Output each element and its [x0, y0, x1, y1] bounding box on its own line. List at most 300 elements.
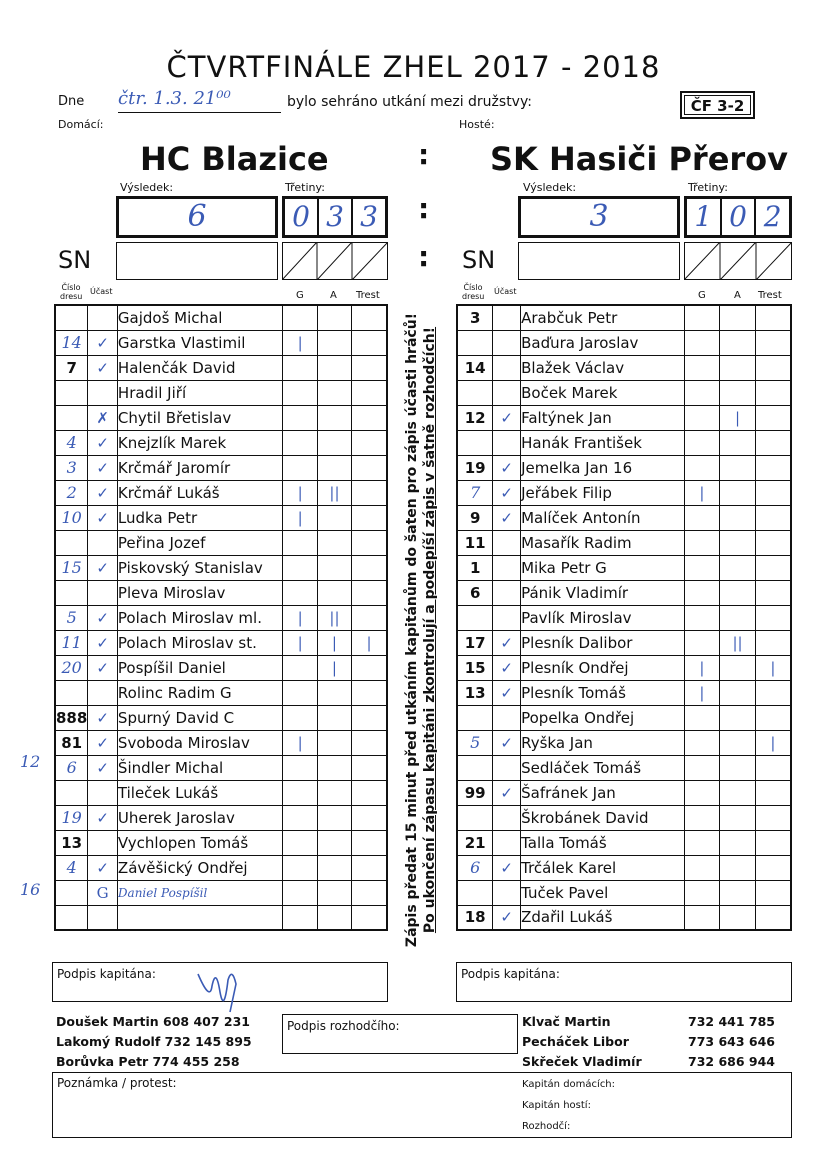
- player-penalty: [352, 405, 387, 430]
- player-penalty: [755, 780, 791, 805]
- player-number: 7: [55, 355, 88, 380]
- player-penalty: |: [755, 730, 791, 755]
- player-number: [55, 405, 88, 430]
- home-roster-table: [54, 304, 388, 931]
- player-goals: [283, 830, 317, 855]
- note-label: Poznámka / protest:: [57, 1076, 177, 1090]
- player-goals: |: [684, 480, 720, 505]
- player-attendance: [493, 880, 521, 905]
- player-penalty: |: [755, 655, 791, 680]
- player-goals: [283, 530, 317, 555]
- home-team-name: HC Blazice: [140, 140, 329, 178]
- player-attendance: ✓: [88, 505, 118, 530]
- guest-player-row: [457, 480, 791, 505]
- home-player-row: [55, 705, 387, 730]
- guest-player-row: [457, 355, 791, 380]
- player-attendance: G: [88, 880, 118, 905]
- player-goals: [684, 805, 720, 830]
- player-number: 9: [457, 505, 493, 530]
- player-assists: [317, 355, 351, 380]
- player-name: Popelka Ondřej: [521, 705, 685, 730]
- player-name: Plesník Ondřej: [521, 655, 685, 680]
- player-attendance: [88, 905, 118, 930]
- player-attendance: [493, 805, 521, 830]
- player-assists: [317, 780, 351, 805]
- player-attendance: ✓: [88, 755, 118, 780]
- guest-player-row: [457, 430, 791, 455]
- player-goals: [684, 555, 720, 580]
- player-goals: [283, 355, 317, 380]
- player-attendance: ✓: [88, 455, 118, 480]
- home-col-g: G: [296, 290, 304, 301]
- player-assists: [317, 330, 351, 355]
- player-name: Polach Miroslav ml.: [117, 605, 283, 630]
- player-goals: [684, 505, 720, 530]
- player-number: 14: [55, 330, 88, 355]
- player-assists: [720, 805, 756, 830]
- player-number: 12: [457, 405, 493, 430]
- player-number: 21: [457, 830, 493, 855]
- guest-period-2: 0: [722, 199, 757, 235]
- dne-label: Dne: [58, 94, 85, 109]
- player-penalty: [352, 755, 387, 780]
- player-name: Chytil Břetislav: [117, 405, 283, 430]
- player-name: Polach Miroslav st.: [117, 630, 283, 655]
- guest-player-row: [457, 655, 791, 680]
- player-number: [457, 705, 493, 730]
- player-number: 6: [457, 580, 493, 605]
- player-goals: [684, 605, 720, 630]
- played-text: bylo sehráno utkání mezi družstvy:: [287, 94, 532, 110]
- player-name: Peřina Jozef: [117, 530, 283, 555]
- home-player-row: [55, 905, 387, 930]
- player-attendance: ✓: [88, 705, 118, 730]
- player-assists: [720, 330, 756, 355]
- player-goals: [283, 305, 317, 330]
- referee-sign-box: [282, 1014, 518, 1054]
- player-name: Gajdoš Michal: [117, 305, 283, 330]
- player-number: 13: [55, 830, 88, 855]
- player-assists: [317, 580, 351, 605]
- player-assists: [720, 455, 756, 480]
- player-number: [55, 905, 88, 930]
- player-attendance: ✓: [493, 655, 521, 680]
- player-penalty: [352, 330, 387, 355]
- player-assists: [720, 580, 756, 605]
- player-goals: |: [684, 680, 720, 705]
- player-penalty: [755, 305, 791, 330]
- player-attendance: [493, 705, 521, 730]
- player-assists: [720, 505, 756, 530]
- guest-player-row: [457, 605, 791, 630]
- player-goals: [283, 805, 317, 830]
- player-penalty: [755, 805, 791, 830]
- player-penalty: [755, 555, 791, 580]
- colon-sn: :: [418, 240, 430, 273]
- home-player-row: [55, 430, 387, 455]
- player-attendance: [493, 380, 521, 405]
- player-attendance: [88, 305, 118, 330]
- player-penalty: [755, 505, 791, 530]
- player-goals: [684, 905, 720, 930]
- player-number: 6: [457, 855, 493, 880]
- player-name: Plesník Dalibor: [521, 630, 685, 655]
- player-assists: [317, 830, 351, 855]
- player-penalty: [352, 830, 387, 855]
- player-name: Škrobánek David: [521, 805, 685, 830]
- player-penalty: [755, 905, 791, 930]
- player-assists: |: [720, 405, 756, 430]
- player-assists: [317, 730, 351, 755]
- player-assists: [720, 880, 756, 905]
- player-name: Vychlopen Tomáš: [117, 830, 283, 855]
- player-number: [457, 605, 493, 630]
- right-contacts: [522, 1012, 642, 1072]
- player-assists: [317, 530, 351, 555]
- player-penalty: [352, 855, 387, 880]
- home-player-row: [55, 405, 387, 430]
- home-player-row: [55, 805, 387, 830]
- player-penalty: [755, 830, 791, 855]
- home-sn-box: [116, 242, 278, 280]
- home-side-note-1: 12: [20, 752, 41, 771]
- right-phone-3: 732 686 944: [688, 1054, 775, 1069]
- guest-period-1: 1: [687, 199, 722, 235]
- guest-periods-box: [684, 196, 792, 238]
- player-goals: [684, 780, 720, 805]
- player-attendance: ✓: [493, 905, 521, 930]
- home-score: 6: [187, 199, 207, 234]
- player-attendance: ✓: [493, 730, 521, 755]
- player-assists: ||: [720, 630, 756, 655]
- player-number: 15: [55, 555, 88, 580]
- player-attendance: ✓: [493, 680, 521, 705]
- player-penalty: [352, 530, 387, 555]
- home-period-1: 0: [285, 199, 319, 235]
- player-penalty: [352, 655, 387, 680]
- player-number: [55, 880, 88, 905]
- player-attendance: ✓: [88, 605, 118, 630]
- player-number: 17: [457, 630, 493, 655]
- colon: :: [418, 138, 430, 171]
- player-goals: [684, 380, 720, 405]
- player-number: 99: [457, 780, 493, 805]
- player-number: 6: [55, 755, 88, 780]
- player-assists: [720, 430, 756, 455]
- player-attendance: [493, 755, 521, 780]
- home-periods-box: [282, 196, 388, 238]
- home-sn-slashes: [282, 242, 388, 280]
- player-assists: [720, 605, 756, 630]
- player-attendance: ✓: [88, 805, 118, 830]
- home-player-row: [55, 730, 387, 755]
- player-attendance: ✓: [493, 630, 521, 655]
- player-attendance: ✓: [88, 630, 118, 655]
- player-penalty: [352, 730, 387, 755]
- player-name: Jeřábek Filip: [521, 480, 685, 505]
- dne-value: čtr. 1.3. 21⁰⁰: [118, 88, 231, 109]
- player-name: Daniel Pospíšil: [117, 880, 283, 905]
- right-contact-2: Pecháček Libor: [522, 1034, 629, 1049]
- dne-underline: [118, 112, 281, 113]
- player-goals: [283, 380, 317, 405]
- player-assists: [317, 805, 351, 830]
- player-goals: |: [283, 630, 317, 655]
- home-player-row: [55, 630, 387, 655]
- player-penalty: [755, 755, 791, 780]
- player-penalty: [352, 355, 387, 380]
- player-goals: [684, 355, 720, 380]
- player-name: Mika Petr G: [521, 555, 685, 580]
- player-goals: [283, 430, 317, 455]
- player-number: 20: [55, 655, 88, 680]
- player-penalty: [755, 430, 791, 455]
- player-assists: [317, 705, 351, 730]
- player-penalty: [755, 405, 791, 430]
- home-player-row: [55, 680, 387, 705]
- player-number: 13: [457, 680, 493, 705]
- player-name: [117, 905, 283, 930]
- guest-player-row: [457, 755, 791, 780]
- player-goals: [684, 580, 720, 605]
- player-assists: [720, 855, 756, 880]
- player-name: Pavlík Miroslav: [521, 605, 685, 630]
- right-phones: [688, 1012, 775, 1072]
- player-penalty: [755, 605, 791, 630]
- guest-player-row: [457, 530, 791, 555]
- player-number: 2: [55, 480, 88, 505]
- player-attendance: [88, 830, 118, 855]
- guest-player-row: [457, 405, 791, 430]
- player-penalty: [755, 705, 791, 730]
- player-penalty: [352, 580, 387, 605]
- guest-player-row: [457, 380, 791, 405]
- player-penalty: [755, 680, 791, 705]
- guest-player-row: [457, 305, 791, 330]
- player-attendance: [88, 580, 118, 605]
- player-goals: [283, 580, 317, 605]
- home-player-row: [55, 580, 387, 605]
- player-number: [55, 305, 88, 330]
- player-penalty: [352, 480, 387, 505]
- guest-sn-label: SN: [462, 246, 496, 274]
- guest-player-row: [457, 455, 791, 480]
- player-penalty: [755, 455, 791, 480]
- guest-captain-label: Podpis kapitána:: [461, 967, 560, 981]
- player-goals: |: [283, 605, 317, 630]
- player-penalty: [755, 355, 791, 380]
- player-name: Zdařil Lukáš: [521, 905, 685, 930]
- player-attendance: ✓: [493, 405, 521, 430]
- player-number: 5: [55, 605, 88, 630]
- player-number: 18: [457, 905, 493, 930]
- player-number: [457, 430, 493, 455]
- player-name: Garstka Vlastimil: [117, 330, 283, 355]
- player-number: [55, 580, 88, 605]
- player-goals: [283, 755, 317, 780]
- player-attendance: ✓: [88, 555, 118, 580]
- player-name: Šafránek Jan: [521, 780, 685, 805]
- guest-player-row: [457, 505, 791, 530]
- page-title: ČTVRTFINÁLE ZHEL 2017 - 2018: [166, 50, 661, 84]
- vertical-note-2: Po ukončení zápasu kapitáni zkontrolují a podepíší zápis v šatně rozhodčích!: [422, 326, 438, 934]
- home-score-box: [116, 196, 278, 238]
- player-assists: [720, 730, 756, 755]
- guest-player-row: [457, 905, 791, 930]
- player-assists: [720, 680, 756, 705]
- player-assists: [720, 355, 756, 380]
- player-penalty: [352, 880, 387, 905]
- player-goals: [684, 830, 720, 855]
- contact-3: Borůvka Petr 774 455 258: [56, 1054, 240, 1069]
- player-goals: [283, 455, 317, 480]
- player-goals: |: [283, 480, 317, 505]
- player-attendance: [493, 330, 521, 355]
- home-player-row: [55, 505, 387, 530]
- player-goals: [283, 855, 317, 880]
- player-assists: [720, 380, 756, 405]
- player-assists: [317, 430, 351, 455]
- guest-captain-box: [456, 962, 792, 1002]
- home-col-a: A: [330, 290, 337, 301]
- player-goals: |: [283, 330, 317, 355]
- player-goals: [283, 405, 317, 430]
- player-attendance: ✓: [493, 505, 521, 530]
- player-assists: [720, 705, 756, 730]
- player-name: Ludka Petr: [117, 505, 283, 530]
- player-attendance: ✓: [88, 855, 118, 880]
- player-name: Sedláček Tomáš: [521, 755, 685, 780]
- player-attendance: [493, 830, 521, 855]
- player-goals: [684, 405, 720, 430]
- player-assists: |: [317, 655, 351, 680]
- guest-score: 3: [589, 199, 609, 234]
- player-name: Knejzlík Marek: [117, 430, 283, 455]
- player-goals: [283, 680, 317, 705]
- guest-label: Hosté:: [459, 118, 495, 131]
- player-penalty: [352, 605, 387, 630]
- player-assists: [317, 305, 351, 330]
- player-penalty: |: [352, 630, 387, 655]
- guest-roster-table: [456, 304, 792, 931]
- home-player-row: [55, 555, 387, 580]
- player-goals: [283, 705, 317, 730]
- guest-player-row: [457, 580, 791, 605]
- guest-sn-slashes: [684, 242, 792, 280]
- player-assists: [720, 480, 756, 505]
- player-penalty: [352, 455, 387, 480]
- player-name: Hanák František: [521, 430, 685, 455]
- sign-home-captain: Kapitán domácích:: [522, 1079, 616, 1090]
- guest-col-a: A: [734, 290, 741, 301]
- right-contact-1: Klvač Martin: [522, 1014, 611, 1029]
- home-period-2: 3: [319, 199, 353, 235]
- home-player-row: [55, 655, 387, 680]
- player-name: Krčmář Lukáš: [117, 480, 283, 505]
- guest-result-label: Výsledek:: [523, 181, 577, 194]
- sign-guest-captain: Kapitán hostí:: [522, 1100, 591, 1111]
- vertical-instructions: [400, 312, 440, 948]
- player-goals: [283, 655, 317, 680]
- player-attendance: [88, 780, 118, 805]
- player-assists: [720, 305, 756, 330]
- player-penalty: [352, 430, 387, 455]
- home-col-att: Účast: [90, 287, 113, 296]
- player-attendance: ✓: [493, 855, 521, 880]
- player-assists: [317, 880, 351, 905]
- player-number: 4: [55, 855, 88, 880]
- player-goals: [283, 880, 317, 905]
- player-penalty: [352, 380, 387, 405]
- player-assists: [317, 755, 351, 780]
- player-name: Ryška Jan: [521, 730, 685, 755]
- player-goals: |: [684, 655, 720, 680]
- sign-labels: [522, 1074, 615, 1137]
- player-penalty: [352, 505, 387, 530]
- player-penalty: [352, 780, 387, 805]
- home-player-row: [55, 455, 387, 480]
- home-player-row: [55, 530, 387, 555]
- guest-player-row: [457, 780, 791, 805]
- player-number: [457, 805, 493, 830]
- home-player-row: [55, 380, 387, 405]
- player-attendance: [493, 605, 521, 630]
- player-name: Baďura Jaroslav: [521, 330, 685, 355]
- player-goals: [684, 730, 720, 755]
- player-number: 15: [457, 655, 493, 680]
- player-attendance: ✗: [88, 405, 118, 430]
- player-penalty: [352, 805, 387, 830]
- player-number: [55, 380, 88, 405]
- guest-team-name: SK Hasiči Přerov: [490, 140, 789, 178]
- player-assists: [317, 505, 351, 530]
- home-player-row: [55, 605, 387, 630]
- player-number: [55, 780, 88, 805]
- player-attendance: [493, 305, 521, 330]
- home-period-3: 3: [360, 200, 378, 233]
- player-assists: [317, 380, 351, 405]
- player-number: 4: [55, 430, 88, 455]
- player-number: 10: [55, 505, 88, 530]
- note-box: [52, 1072, 792, 1138]
- player-number: 5: [457, 730, 493, 755]
- player-attendance: ✓: [493, 780, 521, 805]
- player-name: Pospíšil Daniel: [117, 655, 283, 680]
- player-assists: [720, 905, 756, 930]
- player-name: Závěšický Ondřej: [117, 855, 283, 880]
- guest-player-row: [457, 830, 791, 855]
- player-number: 11: [457, 530, 493, 555]
- player-assists: ||: [317, 480, 351, 505]
- contact-1: Doušek Martin 608 407 231: [56, 1014, 250, 1029]
- player-attendance: ✓: [88, 655, 118, 680]
- guest-player-row: [457, 705, 791, 730]
- player-assists: [720, 830, 756, 855]
- player-goals: [684, 305, 720, 330]
- player-number: 11: [55, 630, 88, 655]
- player-name: Uherek Jaroslav: [117, 805, 283, 830]
- player-assists: [317, 455, 351, 480]
- player-penalty: [352, 680, 387, 705]
- right-phone-2: 773 643 646: [688, 1034, 775, 1049]
- player-penalty: [755, 855, 791, 880]
- player-assists: [317, 405, 351, 430]
- player-attendance: ✓: [88, 430, 118, 455]
- player-attendance: ✓: [493, 455, 521, 480]
- player-name: Pleva Miroslav: [117, 580, 283, 605]
- player-number: 19: [55, 805, 88, 830]
- player-name: Faltýnek Jan: [521, 405, 685, 430]
